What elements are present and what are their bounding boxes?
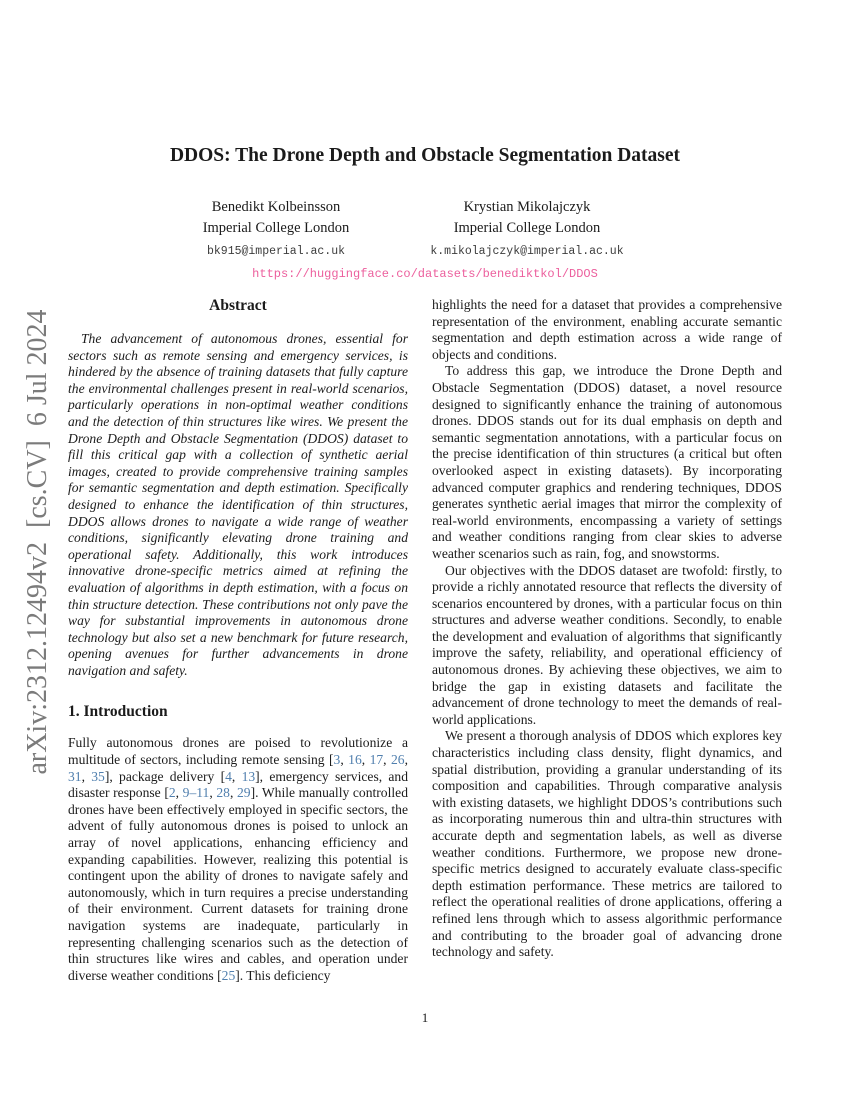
arxiv-banner-text: arXiv:2312.12494v2 [cs.CV] 6 Jul 2024 [22, 309, 53, 775]
citation-link[interactable]: 31 [68, 768, 82, 784]
author-name: Benedikt Kolbeinsson [211, 199, 341, 215]
citation-link[interactable]: 29 [236, 785, 251, 801]
citation-link[interactable]: 3 [333, 752, 341, 768]
right-column [432, 297, 782, 961]
citation-link[interactable]: 4 [225, 768, 232, 784]
citation-link[interactable]: 28 [216, 785, 230, 801]
citation-link[interactable]: 26 [391, 752, 405, 768]
author-block-2 [377, 199, 677, 258]
body-paragraph: Our objectives with the DDOS dataset are twofold: firstly, to provide a richly annotated resource that reflects the diversity of scenarios encountered by drones, with a particular focus on thin structures and adverse weather conditions. Secondly, to enable the development and evaluation of algorithms that significantly improve the safety, reliability, and operational efficiency of autonomous drones. By achieving these objectives, we aim to bridge the gap in existing datasets and facilitate the advancement of drone technology to meet the demands of real-world applications. [432, 562, 782, 727]
author-email: bk915@imperial.ac.uk [206, 245, 346, 258]
citation-link[interactable]: 9–11 [182, 785, 210, 801]
author-affiliation: Imperial College London [202, 220, 350, 236]
citation-link[interactable]: 13 [241, 768, 256, 784]
body-paragraph: To address this gap, we introduce the Drone Depth and Obstacle Segmentation (DDOS) dataset, a novel resource designed to significantly enhance the training of autonomous drones. DDOS stands out for its dual emphasis on depth and semantic segmentation annotations, with a particular focus on the precise identification of thin structures (a critical but often overlooked aspect in existing datasets). By incorporating advanced computer graphics and rendering techniques, DDOS generates synthetic aerial images that mirror the complexity of real-world environments, encompassing a variety of settings and weather conditions ranging from clear skies to adverse weather scenarios such as rain, fog, and snowstorms. [432, 363, 782, 561]
abstract-text: The advancement of autonomous drones, essential for sectors such as remote sensing and emergency services, is hindered by the absence of training datasets that fully capture the environmental challenges present in real-world scenarios, particularly operations in non-optimal weather conditions and the detection of thin structures like wires. We present the Drone Depth and Obstacle Segmentation (DDOS) dataset to fill this critical gap with a collection of synthetic aerial images, created to provide comprehensive training samples for semantic segmentation and depth estimation. Specifically designed to enhance the identification of thin structures, DDOS allows drones to navigate a wide range of weather conditions, significantly elevating drone training and operational safety. Additionally, this work introduces innovative drone-specific metrics aimed at refining the evaluation of algorithms in depth estimation, with a focus on thin structure detection. These contributions not only pave the way for substantial improvements in autonomous drone technology but also set a new benchmark for future research, opening avenues for further advancements in drone navigation and safety. [68, 331, 408, 678]
author-name: Krystian Mikolajczyk [463, 199, 591, 215]
citation-link[interactable]: 35 [91, 768, 105, 784]
body-paragraph: highlights the need for a dataset that provides a comprehensive representation of the environment, enabling accurate semantic segmentation and depth estimation across a wide range of objects and conditions. [432, 297, 782, 362]
dataset-link[interactable]: https://huggingface.co/datasets/benediktkol/DDOS [252, 267, 598, 281]
page-number: 1 [421, 1010, 429, 1025]
citation-link[interactable]: 16 [348, 752, 362, 768]
author-affiliation: Imperial College London [453, 220, 601, 236]
citation-link[interactable]: 2 [168, 785, 176, 801]
left-column [68, 297, 408, 984]
introduction-paragraph: Fully autonomous drones are poised to revolutionize a multitude of sectors, including remote sensing [3, 16, 17, 26, 31, 35], package delivery [4, 13], emergency services, and disaster response [2, 9–11, 28, 29]. While manually controlled drones have been effectively employed in specific sectors, the advent of fully autonomous drones is poised to unlock an array of novel applications, enhancing efficiency and expanding capabilities. However, realizing this potential is contingent upon the ability of drones to navigate safely and autonomously, which in turn requires a precise understanding of their environment. Current datasets for training drone navigation systems are inadequate, particularly in representing challenging scenarios such as the detection of thin structures like wires and cables, and operation under diverse weather conditions [25]. This deficiency [68, 735, 409, 983]
page-title: DDOS: The Drone Depth and Obstacle Segmentation Dataset [169, 145, 681, 166]
dataset-link-row [0, 264, 850, 282]
author-email: k.mikolajczyk@imperial.ac.uk [430, 245, 624, 258]
introduction-heading: 1. Introduction [68, 703, 168, 721]
citation-link[interactable]: 25 [221, 967, 236, 983]
body-paragraph: We present a thorough analysis of DDOS which explores key characteristics including class density, flight dynamics, and spatial distribution, providing a granular understanding of its composition and capabilities. Through comparative analysis with existing datasets, we highlight DDOS’s contributions such as incorporating numerous thin and ultra-thin structures with accurate depth and segmentation labels, as well as diverse weather conditions. Furthermore, we propose new drone-specific metrics designed to accurately evaluate class-specific depth estimation performance. These metrics are tailored to reflect the operational realities of drone applications, offering a refined lens through which to assess algorithmic performance and contributing to the broader goal of advancing drone technology and safety. [432, 728, 782, 960]
citation-link[interactable]: 17 [369, 752, 384, 768]
abstract-heading: Abstract [209, 297, 267, 314]
